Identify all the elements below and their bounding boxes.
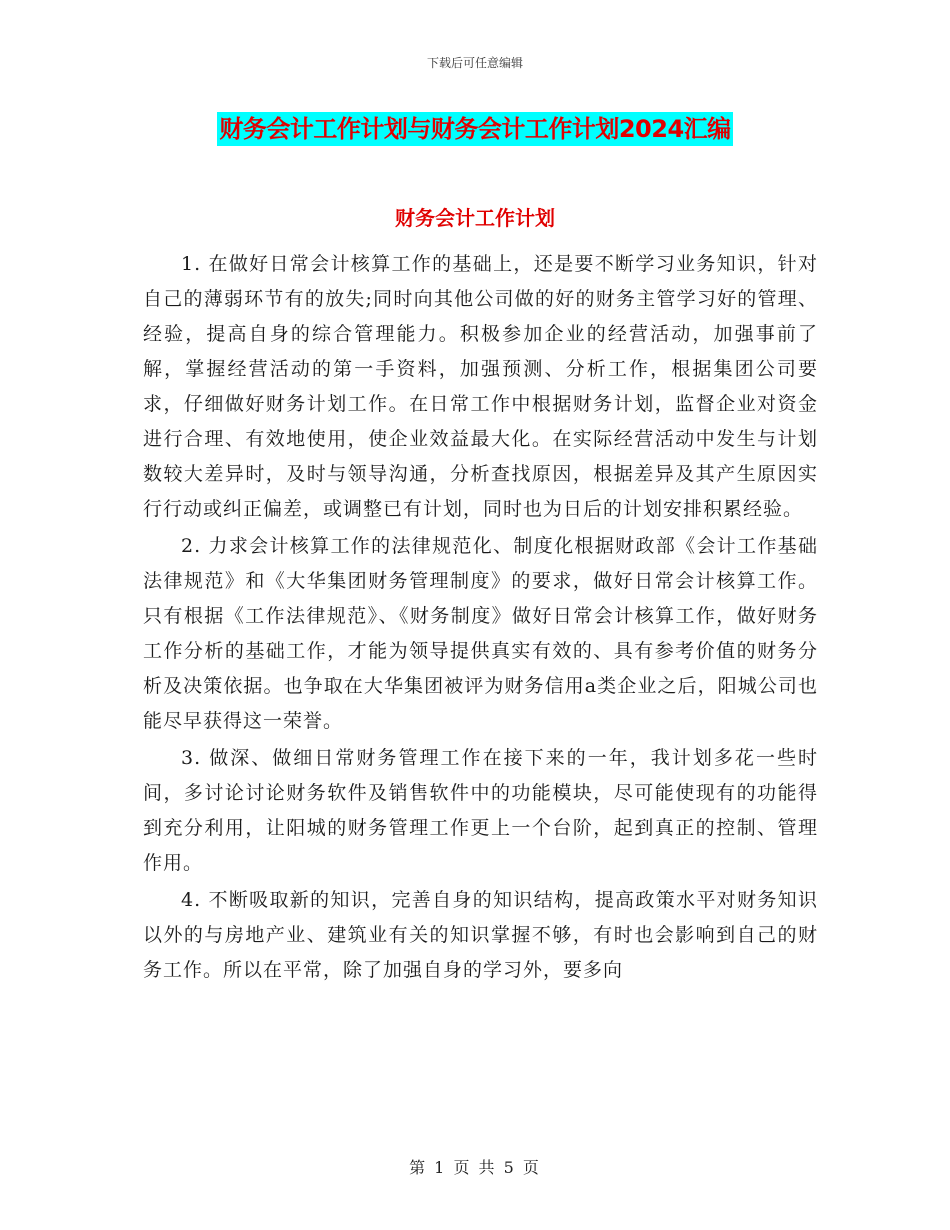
paragraph-1: 1. 在做好日常会计核算工作的基础上，还是要不断学习业务知识，针对自己的薄弱环节有的放失;同时向其他公司做的好的财务主管学习好的管理、经验，提高自身的综合管理能力。积极参加企业的经营活动，加强事前了解，掌握经营活动的第一手资料，加强预测、分析工作，根据集团公司要求，仔细做好财务计划工作。在日常工作中根据财务计划，监督企业对资金进行合理、有效地使用，使企业效益最大化。在实际经营活动中发生与计划数较大差异时，及时与领导沟通，分析查找原因，根据差异及其产生原因实行行动或纠正偏差，或调整已有计划，同时也为日后的计划安排积累经验。 [143, 253, 818, 520]
header-note: 下载后可任意编辑 [426, 56, 523, 70]
document-title-container [0, 112, 950, 146]
section-title: 财务会计工作计划 [395, 206, 555, 230]
page-footer: 第 1 页 共 5 页 [409, 1158, 541, 1177]
document-title: 财务会计工作计划与财务会计工作计划2024汇编 [217, 112, 732, 146]
paragraph-2: 2. 力求会计核算工作的法律规范化、制度化根据财政部《会计工作基础法律规范》和《大华集团财务管理制度》的要求，做好日常会计核算工作。只有根据《工作法律规范》、《财务制度》做好日常会计核算工作，做好财务工作分析的基础工作，才能为领导提供真实有效的、具有参考价值的财务分析及决策依据。也争取在大华集团被评为财务信用a类企业之后，阳城公司也能尽早获得这一荣誉。 [143, 535, 818, 732]
paragraph-3: 3. 做深、做细日常财务管理工作在接下来的一年，我计划多花一些时间，多讨论讨论财务软件及销售软件中的功能模块，尽可能使现有的功能得到充分利用，让阳城的财务管理工作更上一个台阶，起到真正的控制、管理作用。 [143, 747, 818, 874]
document-body [143, 247, 818, 990]
paragraph-4: 4. 不断吸取新的知识，完善自身的知识结构，提高政策水平对财务知识以外的与房地产业、建筑业有关的知识掌握不够，有时也会影响到自己的财务工作。所以在平常，除了加强自身的学习外，要多向 [143, 889, 818, 981]
